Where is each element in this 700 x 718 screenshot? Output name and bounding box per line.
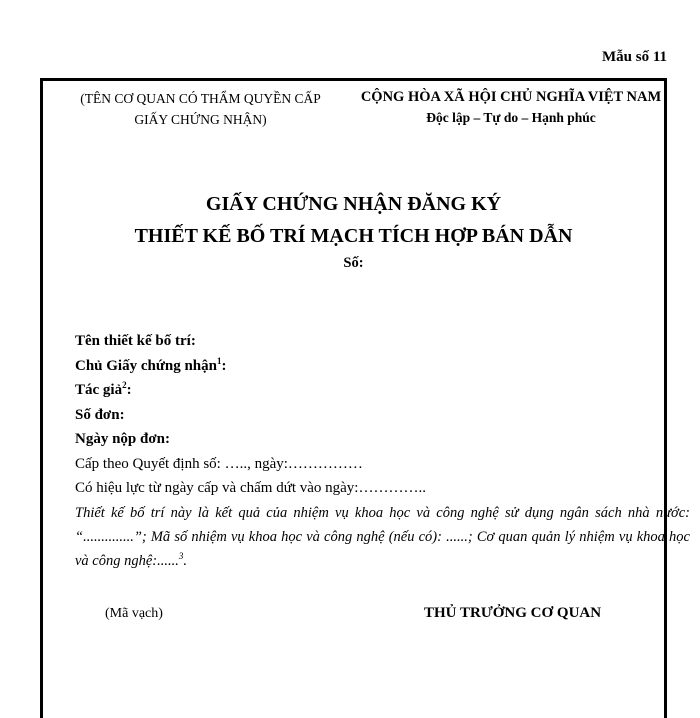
author-field: Tác giả$^2$: bbox=[75, 380, 132, 398]
agency-line-2: GIẤY CHỨNG NHẬN) bbox=[134, 112, 267, 127]
barcode-label: (Mã vạch) bbox=[105, 606, 163, 621]
filing-date-field: Ngày nộp đơn: bbox=[75, 431, 171, 447]
agency-line-1: (TÊN CƠ QUAN CÓ THẨM QUYỀN CẤP bbox=[80, 91, 321, 106]
national-header bbox=[346, 86, 676, 128]
title-line-1: GIẤY CHỨNG NHẬN ĐĂNG KÝ bbox=[205, 193, 502, 215]
application-number-field: Số đơn: bbox=[75, 406, 125, 423]
issuing-agency-header bbox=[68, 88, 333, 130]
certificate-fields bbox=[75, 329, 690, 573]
footnote-1-ref: 1 bbox=[216, 355, 222, 366]
validity-field: Có hiệu lực từ ngày cấp và chấm dứt vào ngày:………….. bbox=[75, 480, 426, 496]
form-number: Mẫu số 11 bbox=[601, 49, 667, 65]
certificate-title bbox=[40, 188, 667, 274]
certificate-number-label: Số: bbox=[343, 255, 364, 271]
science-task-note-text: Thiết kế bố trí này là kết quả của nhiệm vụ khoa học và công nghệ sử dụng ngân sách nhà nước: “..............”; Mã số nhiệm vụ khoa học và công nghệ (nếu có): ......; Cơ quan quản lý nhiệm vụ khoa học và công nghệ:...... bbox=[75, 504, 690, 569]
footnote-3-ref: 3 bbox=[178, 550, 184, 561]
signer-title: THỦ TRƯỞNG CƠ QUAN bbox=[424, 605, 602, 621]
layout-design-name-field: Tên thiết kế bố trí: bbox=[75, 333, 196, 349]
certificate-holder-label: Chủ Giấy chứng nhận bbox=[75, 357, 217, 374]
national-motto: Độc lập – Tự do – Hạnh phúc bbox=[426, 110, 596, 125]
title-line-2: THIẾT KẾ BỐ TRÍ MẠCH TÍCH HỢP BÁN DẪN bbox=[134, 225, 573, 247]
certificate-holder-field: Chủ Giấy chứng nhận$^1$: bbox=[75, 355, 227, 374]
national-name: CỘNG HÒA XÃ HỘI CHỦ NGHĨA VIỆT NAM bbox=[360, 89, 662, 105]
science-task-note: Thiết kế bố trí này là kết quả của nhiệm vụ khoa học và công nghệ sử dụng ngân sách nhà nước: “..............”; Mã số nhiệm vụ khoa học và công nghệ (nếu có): ......; Cơ quan quản lý nhiệm vụ khoa học và công nghệ:......$^3$. bbox=[75, 504, 690, 569]
decision-field: Cấp theo Quyết định số: ….., ngày:…………… bbox=[75, 455, 363, 472]
footnote-2-ref: 2 bbox=[122, 380, 127, 390]
author-label: Tác giả bbox=[75, 382, 123, 398]
